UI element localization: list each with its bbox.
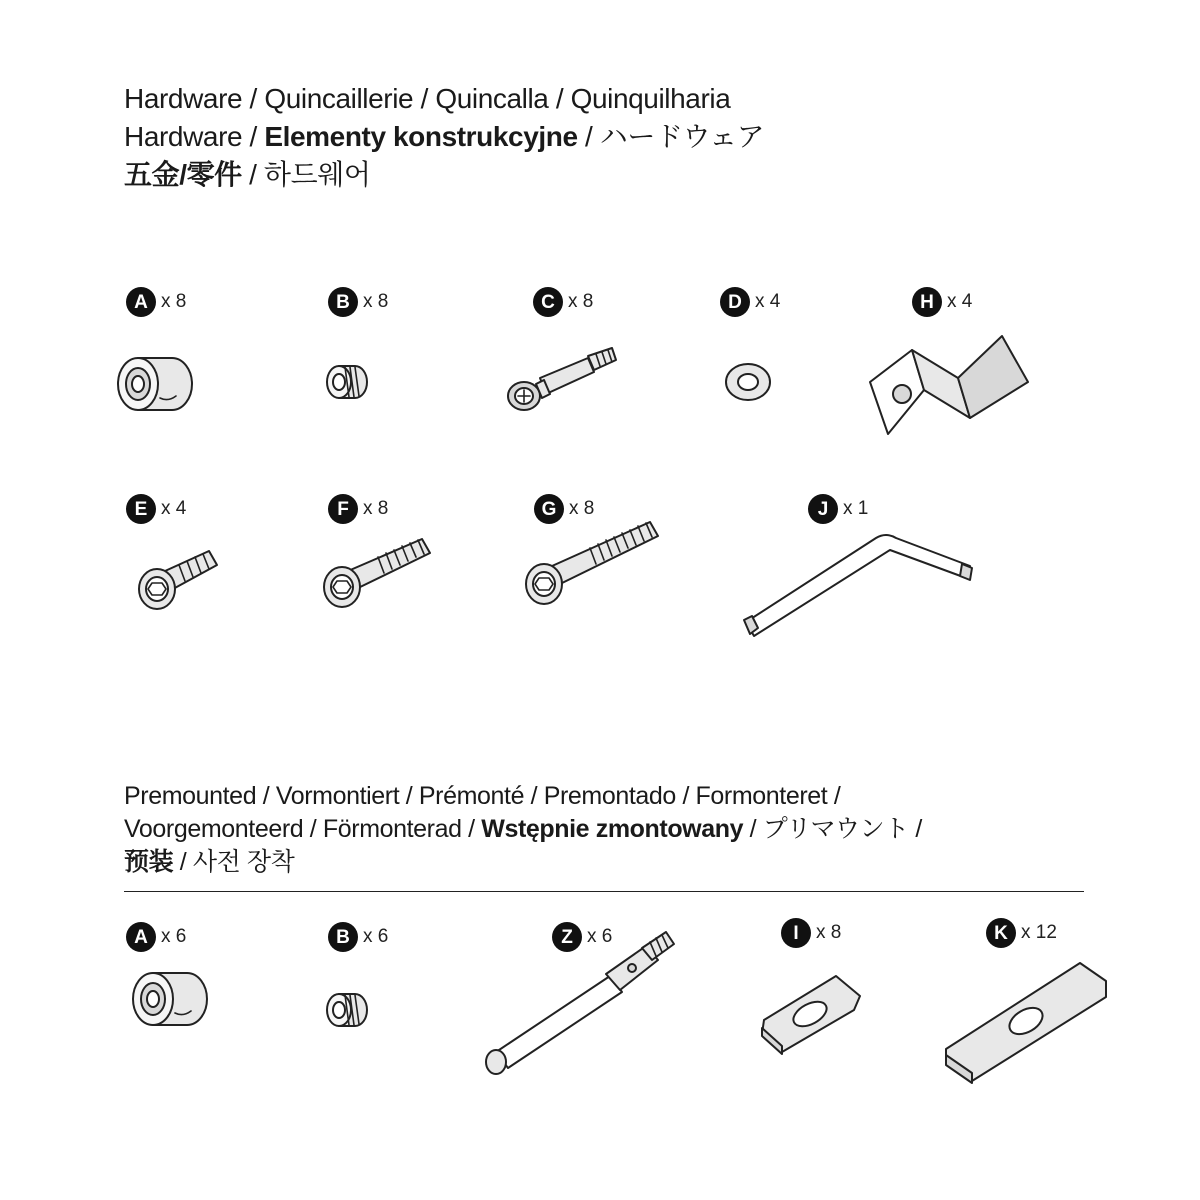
part-quantity: x 1: [843, 498, 869, 519]
part-label-f: [328, 494, 388, 524]
small-plate-icon: [758, 968, 868, 1063]
threaded-insert-icon: [325, 990, 375, 1035]
z-bracket-icon: [862, 332, 1032, 447]
part-quantity: x 8: [569, 498, 595, 519]
part-badge: G: [534, 494, 564, 524]
part-badge: H: [912, 287, 942, 317]
part-label-j: [808, 494, 868, 524]
part-quantity: x 8: [363, 291, 389, 312]
part-badge: I: [781, 918, 811, 948]
part-label-c: [533, 287, 593, 317]
section-divider: [124, 891, 1084, 892]
part-label-d: [720, 287, 780, 317]
part-quantity: x 8: [816, 922, 842, 943]
premounted-heading-line-3: 预装 / 사전 장착: [124, 848, 295, 876]
part-badge: D: [720, 287, 750, 317]
part-quantity: x 6: [587, 926, 613, 947]
part-label-e: [126, 494, 186, 524]
part-quantity: x 8: [363, 498, 389, 519]
part-badge: A: [126, 287, 156, 317]
cam-lock-nut-icon: [125, 965, 215, 1035]
premounted-label-i: [781, 918, 841, 948]
part-badge: E: [126, 494, 156, 524]
part-quantity: x 8: [568, 291, 594, 312]
part-label-b: [328, 287, 388, 317]
part-quantity: x 4: [161, 498, 187, 519]
part-quantity: x 8: [161, 291, 187, 312]
part-quantity: x 4: [947, 291, 973, 312]
long-bolt-icon: [520, 518, 665, 618]
part-badge: B: [328, 922, 358, 952]
hardware-heading-line-1: Hardware / Quincaillerie / Quincalla / Quinquilharia: [124, 83, 731, 114]
part-badge: A: [126, 922, 156, 952]
part-badge: J: [808, 494, 838, 524]
medium-bolt-icon: [318, 535, 438, 615]
washer-icon: [720, 358, 780, 408]
part-badge: C: [533, 287, 563, 317]
premounted-label-a: [126, 922, 186, 952]
part-label-a: [126, 287, 186, 317]
part-badge: K: [986, 918, 1016, 948]
premounted-heading-line-2: Voorgemonteerd / Förmonterad / Wstępnie zmontowany / プリマウント /: [124, 815, 922, 843]
premounted-label-b: [328, 922, 388, 952]
cam-bolt-icon: [500, 340, 625, 420]
hardware-heading-line-3: 五金/零件 / 하드웨어: [124, 159, 371, 190]
large-plate-icon: [940, 955, 1115, 1090]
part-badge: F: [328, 494, 358, 524]
dowel-pin-icon: [470, 928, 685, 1083]
premounted-heading-line-1: Premounted / Vormontiert / Prémonté / Premontado / Formonteret /: [124, 782, 841, 810]
hardware-heading-line-2: Hardware / Elementy konstrukcyjne / ハードウェア: [124, 121, 765, 152]
premounted-label-k: [986, 918, 1057, 948]
part-label-h: [912, 287, 972, 317]
hardware-heading: [124, 80, 764, 194]
part-quantity: x 4: [755, 291, 781, 312]
premounted-heading: [124, 780, 922, 879]
part-quantity: x 6: [161, 926, 187, 947]
threaded-insert-icon: [325, 362, 375, 407]
part-quantity: x 6: [363, 926, 389, 947]
cam-lock-nut-icon: [110, 350, 200, 420]
allen-key-icon: [740, 528, 980, 643]
part-badge: Z: [552, 922, 582, 952]
part-quantity: x 12: [1021, 922, 1057, 943]
short-bolt-icon: [135, 545, 225, 620]
part-badge: B: [328, 287, 358, 317]
